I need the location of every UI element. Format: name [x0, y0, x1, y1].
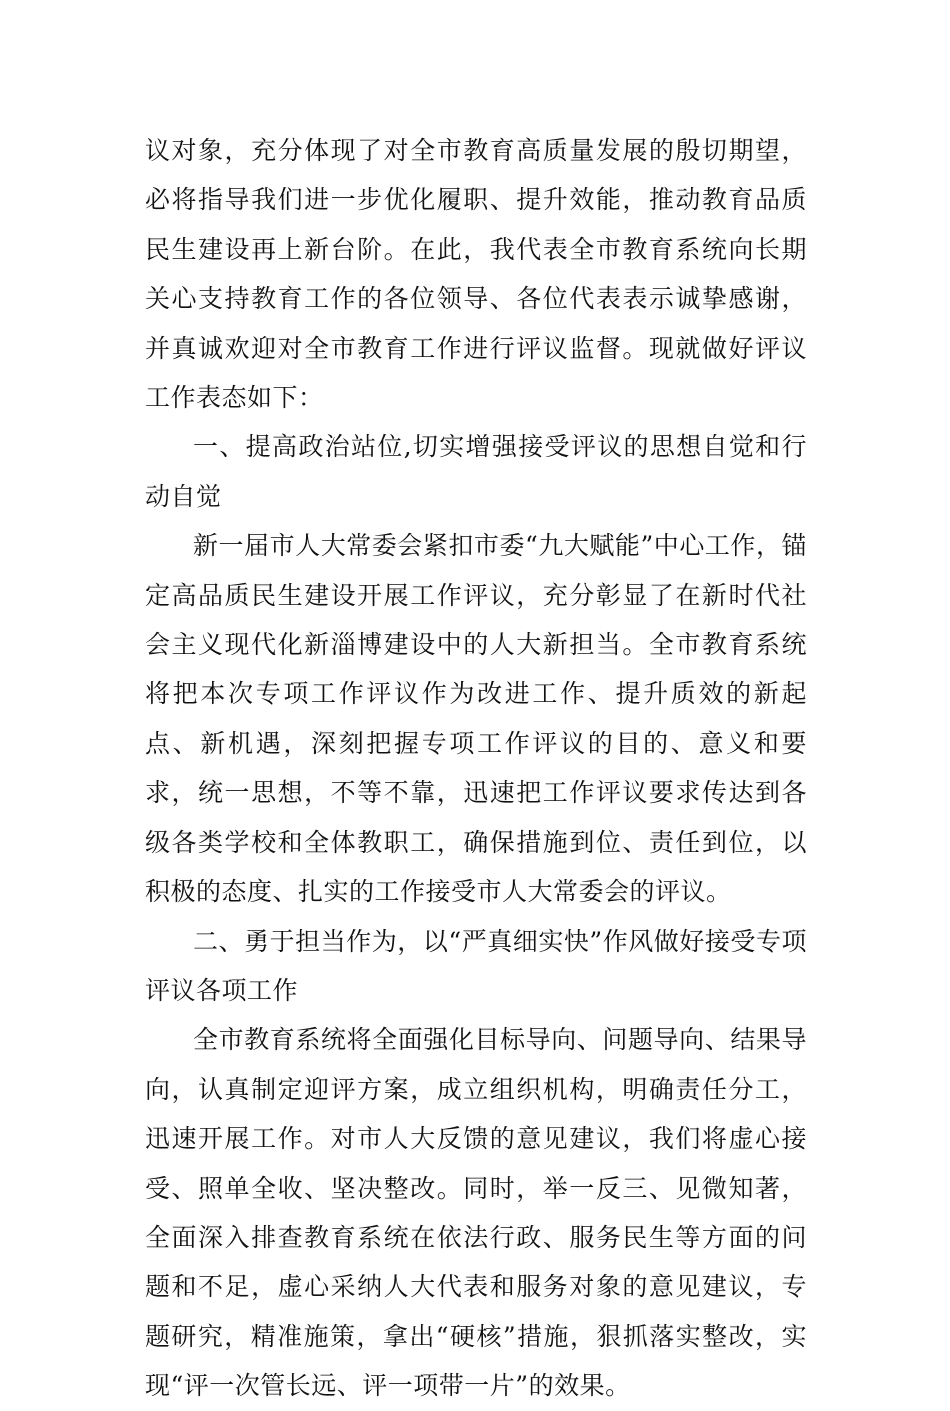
section-heading-2: 二、勇于担当作为，以“严真细实快”作风做好接受专项评议各项工作	[145, 926, 807, 1005]
document-body	[145, 126, 807, 1411]
paragraph-section-2: 全市教育系统将全面强化目标导向、问题导向、结果导向，认真制定迎评方案，成立组织机构，明确责任分工，迅速开展工作。对市人大反馈的意见建议，我们将虚心接受、照单全收、坚决整改。同时，举一反三、见微知著，全面深入排查教育系统在依法行政、服务民生等方面的问题和不足，虚心采纳人大代表和服务对象的意见建议，专题研究，精准施策，拿出“硬核”措施，狠抓落实整改，实现“评一次管长远、评一项带一片”的效果。	[145, 1025, 807, 1401]
section-heading-1: 一、提高政治站位,切实增强接受评议的思想自觉和行动自觉	[145, 432, 807, 511]
paragraph-intro-continuation: 议对象，充分体现了对全市教育高质量发展的殷切期望，必将指导我们进一步优化履职、提升效能，推动教育品质民生建设再上新台阶。在此，我代表全市教育系统向长期关心支持教育工作的各位领导、各位代表表示诚挚感谢，并真诚欢迎对全市教育工作进行评议监督。现就做好评议工作表态如下：	[145, 136, 807, 413]
paragraph-section-1: 新一届市人大常委会紧扣市委“九大赋能”中心工作，锚定高品质民生建设开展工作评议，充分彰显了在新时代社会主义现代化新淄博建设中的人大新担当。全市教育系统将把本次专项工作评议作为改进工作、提升质效的新起点、新机遇，深刻把握专项工作评议的目的、意义和要求，统一思想，不等不靠，迅速把工作评议要求传达到各级各类学校和全体教职工，确保措施到位、责任到位，以积极的态度、扎实的工作接受市人大常委会的评议。	[145, 531, 807, 907]
